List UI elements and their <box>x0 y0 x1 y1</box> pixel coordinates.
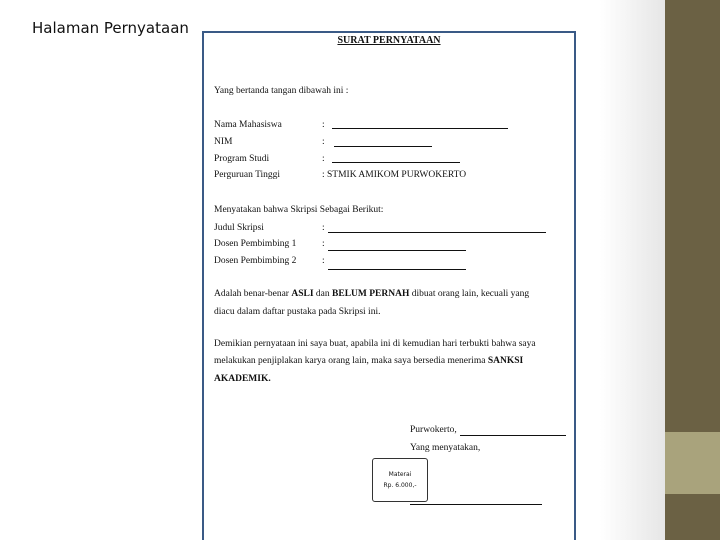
blank-line-date <box>460 435 566 436</box>
place-date-label: Purwokerto, <box>410 425 457 435</box>
paragraph-declaration-line1: Demikian pernyataan ini saya buat, apabila ini di kemudian hari terbukti bahwa saya <box>214 339 536 349</box>
paragraph-declaration-line2: melakukan penjiplakan karya orang lain, maka saya bersedia menerima SANKSI <box>214 356 524 366</box>
blank-line-advisor2 <box>328 269 466 270</box>
field-label-advisor2: Dosen Pembimbing 2 <box>214 256 297 266</box>
slide-title: Halaman Pernyataan <box>32 19 189 37</box>
paragraph-declaration-line3: AKADEMIK. <box>214 374 271 384</box>
field-colon-title: : <box>322 223 325 233</box>
field-label-title: Judul Skripsi <box>214 223 264 233</box>
blank-line-program <box>332 162 460 163</box>
statement-heading: Menyatakan bahwa Skripsi Sebagai Berikut: <box>214 205 384 215</box>
decor-gradient <box>600 0 665 540</box>
blank-line-title <box>328 232 546 233</box>
blank-line-advisor1 <box>328 250 466 251</box>
field-label-name: Nama Mahasiswa <box>214 120 282 130</box>
field-colon-advisor2: : <box>322 256 325 266</box>
stamp-amount: Rp. 6.000,- <box>383 482 417 489</box>
signer-label: Yang menyatakan, <box>410 443 481 453</box>
document-title: SURAT PERNYATAAN <box>337 35 441 46</box>
blank-line-name <box>332 128 508 129</box>
decor-bar-bottom <box>665 494 720 540</box>
field-colon-program: : <box>322 154 325 164</box>
paragraph-originality-line1: Adalah benar-benar ASLI dan BELUM PERNAH dibuat orang lain, kecuali yang <box>214 289 530 299</box>
statement-document <box>202 31 576 540</box>
field-label-nim: NIM <box>214 137 233 147</box>
field-colon-advisor1: : <box>322 239 325 249</box>
blank-line-nim <box>334 146 432 147</box>
signature-line <box>410 504 542 505</box>
field-colon-nim: : <box>322 137 325 147</box>
paragraph-originality-line2: diacu dalam daftar pustaka pada Skripsi ini. <box>214 307 381 317</box>
field-label-program: Program Studi <box>214 154 270 164</box>
field-colon-name: : <box>322 120 325 130</box>
stamp-label: Materai <box>388 471 412 478</box>
decor-bar-accent <box>665 432 720 494</box>
field-label-university: Perguruan Tinggi <box>214 170 281 180</box>
field-label-advisor1: Dosen Pembimbing 1 <box>214 239 297 249</box>
intro-text: Yang bertanda tangan dibawah ini : <box>214 86 349 96</box>
stamp-box <box>372 458 428 502</box>
field-value-university: : STMIK AMIKOM PURWOKERTO <box>322 170 467 180</box>
